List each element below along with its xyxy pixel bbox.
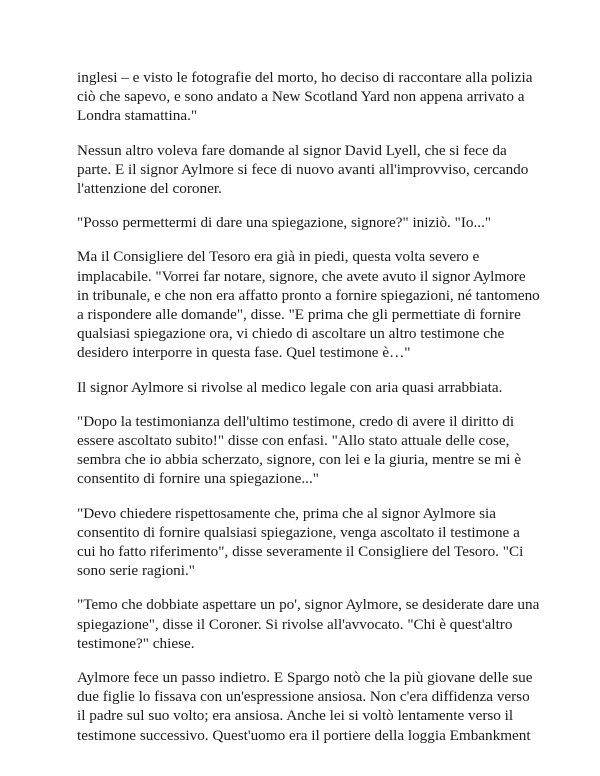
text-line: "Devo chiedere rispettosamente che, prima che al signor Aylmore sia [77,504,496,522]
text-line: "Posso permettermi di dare una spiegazione, signore?" iniziò. "Io..." [77,214,492,232]
paragraph [77,68,537,126]
text-line: il padre sul suo volto; era ansiosa. Anche lei si voltò lentamente verso il [77,707,514,725]
text-line: "Dopo la testimonianza dell'ultimo testimone, credo di avere il diritto di [77,412,515,430]
text-line: cui ho fatto riferimento", disse severamente il Consigliere del Tesoro. "Ci [77,543,524,561]
paragraph [77,504,537,581]
paragraph [77,213,537,232]
text-line: desidero interporre in questa fase. Quel testimone è…" [77,344,411,362]
paragraph [77,412,537,489]
text-line: l'attenzione del coroner. [77,180,222,198]
document-page [77,68,540,760]
paragraph [77,595,540,653]
text-line: consentito di fornire una spiegazione..." [77,470,319,488]
text-line: ciò che sapevo, e sono andato a New Scotland Yard non appena arrivato a [77,88,525,106]
paragraph [77,378,537,397]
text-line: parte. E il signor Aylmore si fece di nuovo avanti all'improvviso, cercando [77,160,529,178]
paragraph [77,141,537,199]
text-line: due figlie lo fissava con un'espressione ansiosa. Non c'era diffidenza verso [77,688,530,706]
text-line: qualsiasi spiegazione ora, vi chiedo di ascoltare un altro testimone che [77,325,505,343]
text-line: testimone?" chiese. [77,634,195,652]
text-line: sono serie ragioni." [77,562,195,580]
text-line: inglesi – e visto le fotografie del morto, ho deciso di raccontare alla polizia [77,69,533,86]
paragraph [77,247,540,362]
text-line: Londra stamattina." [77,107,198,125]
text-line: implacabile. "Vorrei far notare, signore, che avete avuto il signor Aylmore [77,267,526,285]
paragraph [77,668,537,745]
text-line: Nessun altro voleva fare domande al signor David Lyell, che si fece da [77,141,507,159]
text-line: testimone successivo. Quest'uomo era il portiere della loggia Embankment [77,726,531,744]
text-line: sembra che io abbia scherzato, signore, con lei e la giuria, mentre se mi è [77,451,522,469]
text-line: Il signor Aylmore si rivolse al medico legale con aria quasi arrabbiata. [77,378,503,396]
text-line: essere ascoltato subito!" disse con enfasi. "Allo stato attuale delle cose, [77,432,510,450]
text-line: spiegazione", disse il Coroner. Si rivolse all'avvocato. "Chi è quest'altro [77,615,513,633]
text-line: Aylmore fece un passo indietro. E Spargo notò che la più giovane delle sue [77,669,533,687]
text-line: a rispondere alle domande", disse. "E prima che gli permettiate di fornire [77,306,521,324]
text-line: in tribunale, e che non era affatto pronto a fornire spiegazioni, né tantomeno [77,286,540,304]
text-line: consentito di fornire qualsiasi spiegazione, venga ascoltato il testimone a [77,523,520,541]
text-line: "Temo che dobbiate aspettare un po', signor Aylmore, se desiderate dare una [77,596,540,614]
text-line: Ma il Consigliere del Tesoro era già in piedi, questa volta severo e [77,248,480,266]
